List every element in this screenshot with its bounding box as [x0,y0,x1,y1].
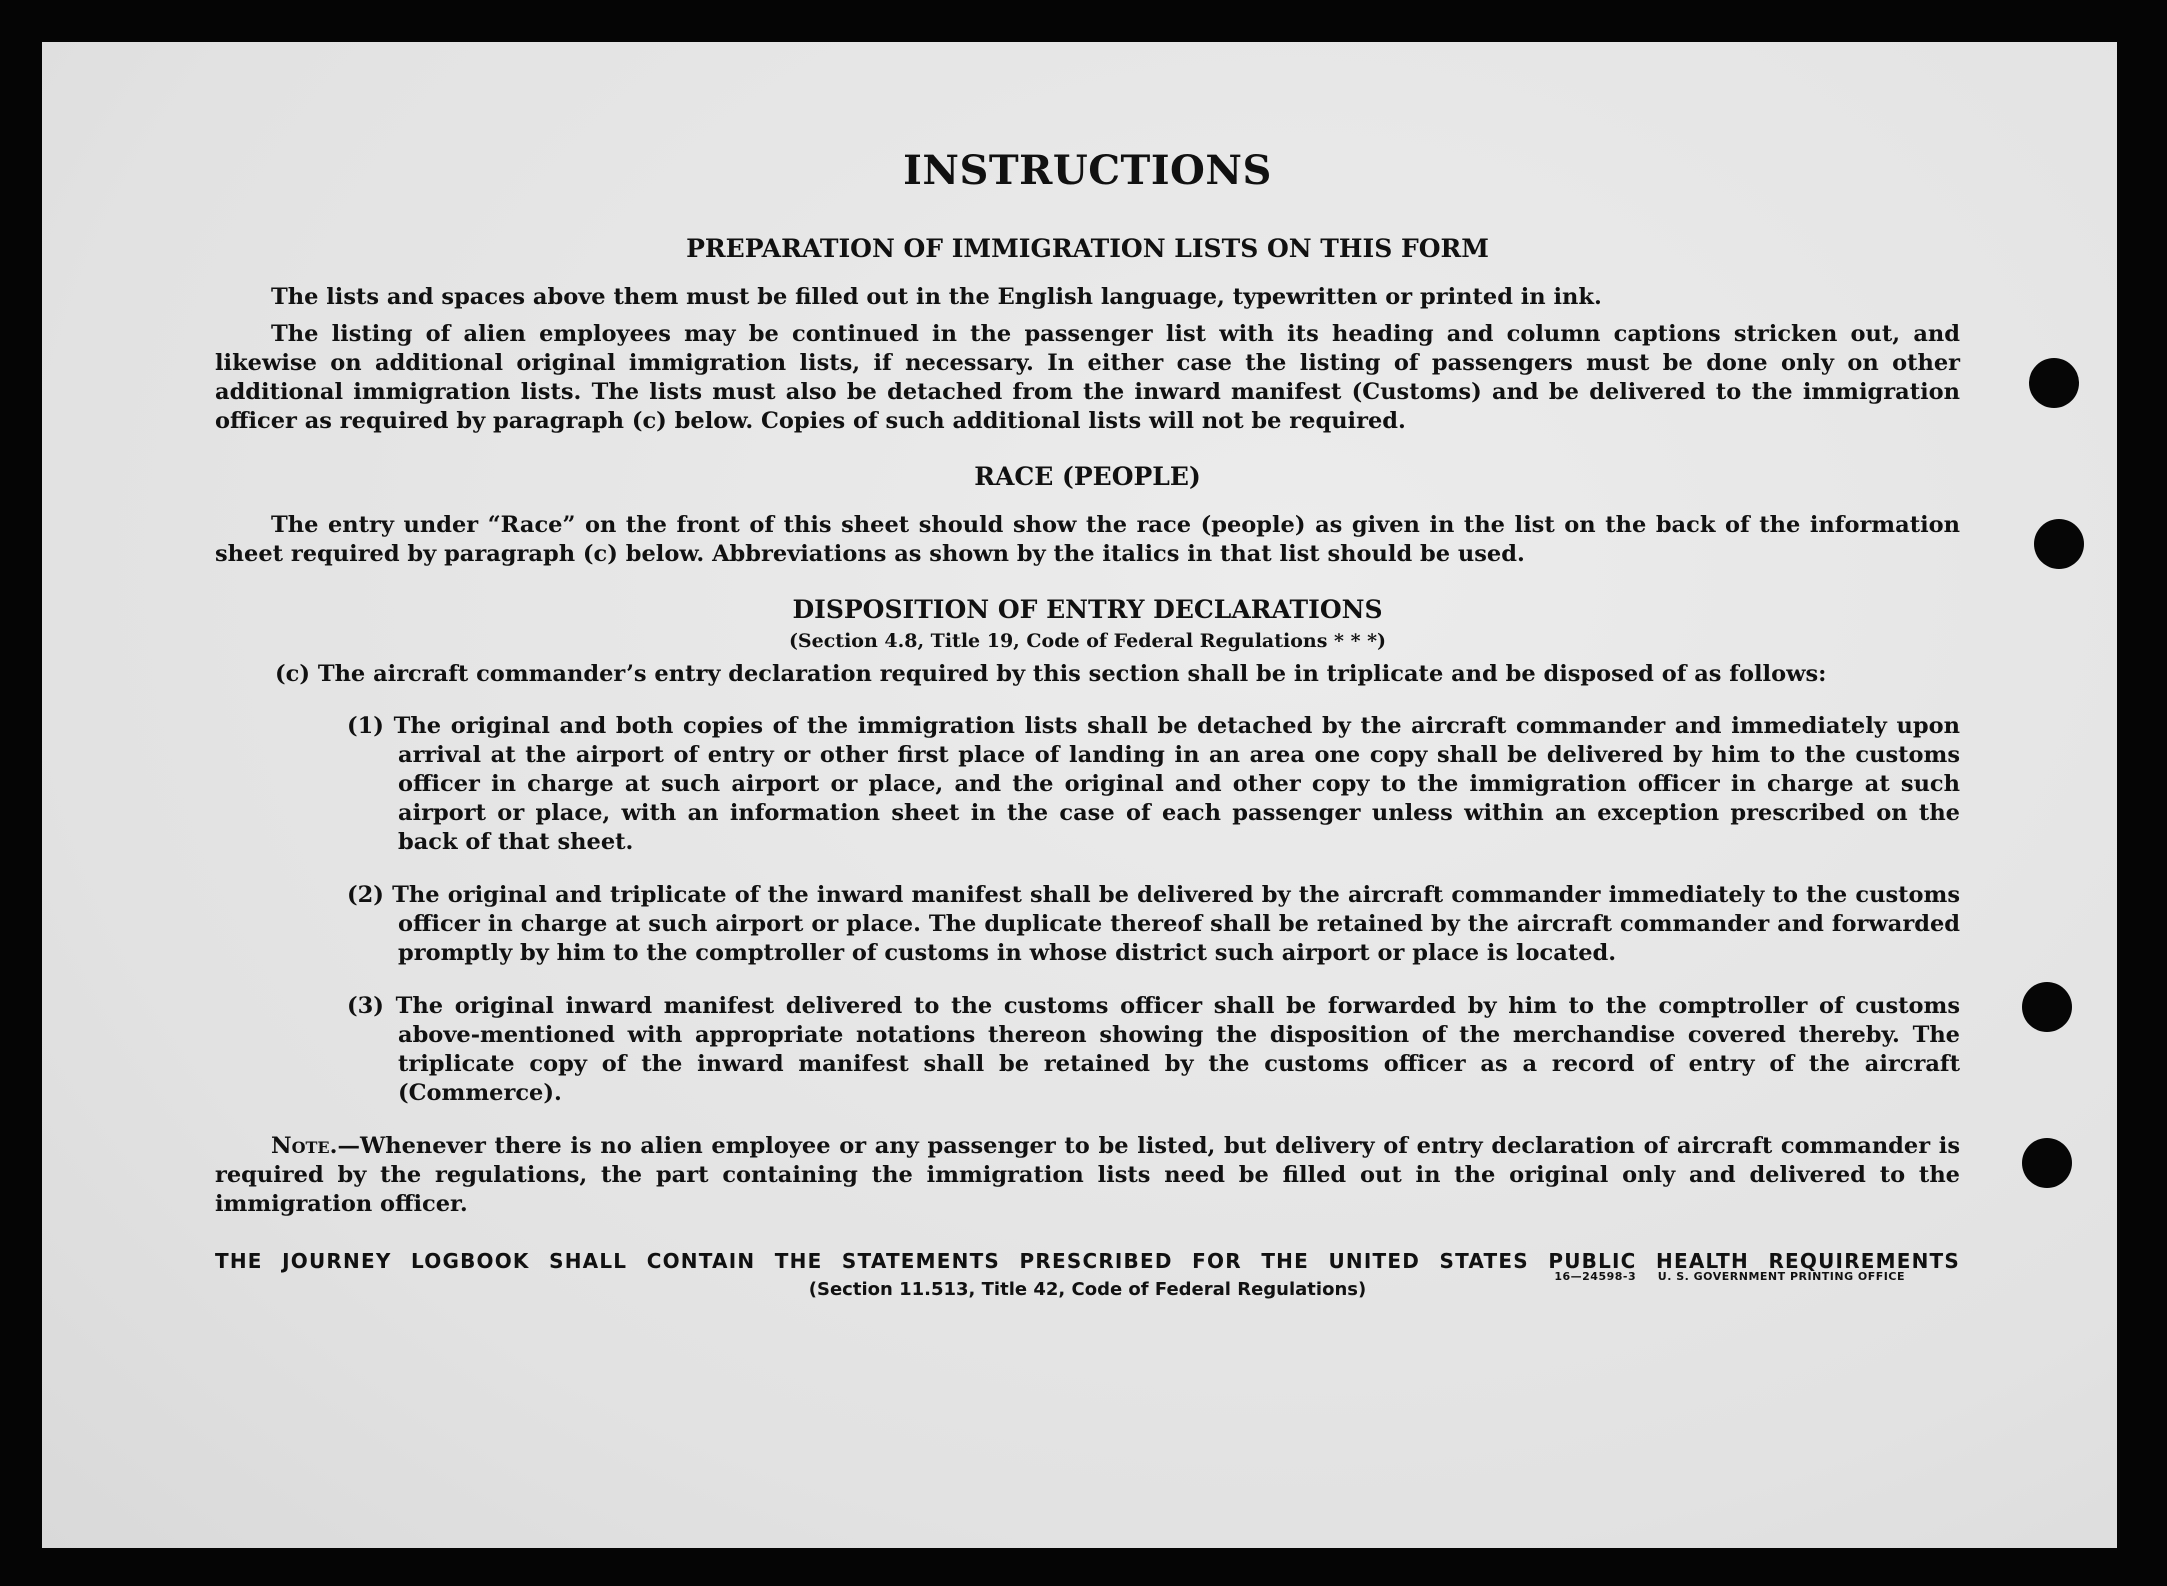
punch-hole-1 [2029,358,2079,408]
punch-hole-3 [2022,982,2072,1032]
printing-office: U. S. GOVERNMENT PRINTING OFFICE [1657,1270,1905,1283]
race-paragraph: The entry under “Race” on the front of this sheet should show the race (people) as given in the list on the back of the information sheet required by paragraph (c) below. Abbreviations as shown by the italics in that list should be used. [215,512,1960,567]
punch-hole-2 [2034,519,2084,569]
punch-hole-4 [2022,1138,2072,1188]
disposition-citation: (Section 4.8, Title 19, Code of Federal Regulations * * *) [788,630,1387,652]
printing-imprint [1554,1270,1905,1283]
disposition-item-3: (3) The original inward manifest delivered to the customs officer shall be forwarded by him to the comptroller of customs above-mentioned with appropriate notations thereon showing the disposition of the merchandise covered thereby. The triplicate copy of the inward manifest shall be retained by the customs officer as a record of entry of the aircraft (Commerce). [347,993,1960,1106]
note-lead: Note. [271,1133,338,1159]
disposition-intro: (c) The aircraft commander’s entry declaration required by this section shall be in triplicate and be disposed of as follows: [275,661,1827,687]
disposition-heading: DISPOSITION OF ENTRY DECLARATIONS [792,595,1383,624]
form-number: 16—24598-3 [1554,1270,1637,1283]
note-text: —Whenever there is no alien employee or any passenger to be listed, but delivery of entry declaration of aircraft commander is required by the regulations, the part containing the immigration lists need be filled out in the original only and delivered to the immigration officer. [215,1133,1960,1217]
document-page [42,42,2117,1548]
health-requirements-line: THE JOURNEY LOGBOOK SHALL CONTAIN THE STATEMENTS PRESCRIBED FOR THE UNITED STATES PUBLIC HEALTH REQUIREMENTS [215,1249,1960,1273]
disposition-item-1: (1) The original and both copies of the immigration lists shall be detached by the aircraft commander and immediately upon arrival at the airport of entry or other first place of landing in an area one copy shall be delivered by him to the customs officer in charge at such airport or place, and the original and other copy to the immigration officer in charge at such airport or place, with an information sheet in the case of each passenger unless within an exception prescribed on the back of that sheet. [347,713,1960,855]
preparation-paragraph-1: The lists and spaces above them must be filled out in the English language, typewritten or printed in ink. [271,284,1602,310]
race-heading: RACE (PEOPLE) [974,462,1201,491]
preparation-paragraph-2: The listing of alien employees may be continued in the passenger list with its heading and column captions stricken out, and likewise on additional original immigration lists, if necessary. In either case the listing of passengers must be done only on other additional immigration lists. The lists must also be detached from the inward manifest (Customs) and be delivered to the immigration officer as required by paragraph (c) below. Copies of such additional lists will not be required. [215,321,1960,434]
disposition-item-2: (2) The original and triplicate of the inward manifest shall be delivered by the aircraft commander immediately to the customs officer in charge at such airport or place. The duplicate thereof shall be retained by the aircraft commander and forwarded promptly by him to the comptroller of customs in whose district such airport or place is located. [347,882,1960,966]
page-title: INSTRUCTIONS [903,147,1272,194]
health-requirements-citation: (Section 11.513, Title 42, Code of Federal Regulations) [808,1279,1367,1300]
instructions-content [215,102,1960,1300]
note-paragraph [215,1132,1960,1219]
preparation-heading: PREPARATION OF IMMIGRATION LISTS ON THIS FORM [686,234,1489,263]
